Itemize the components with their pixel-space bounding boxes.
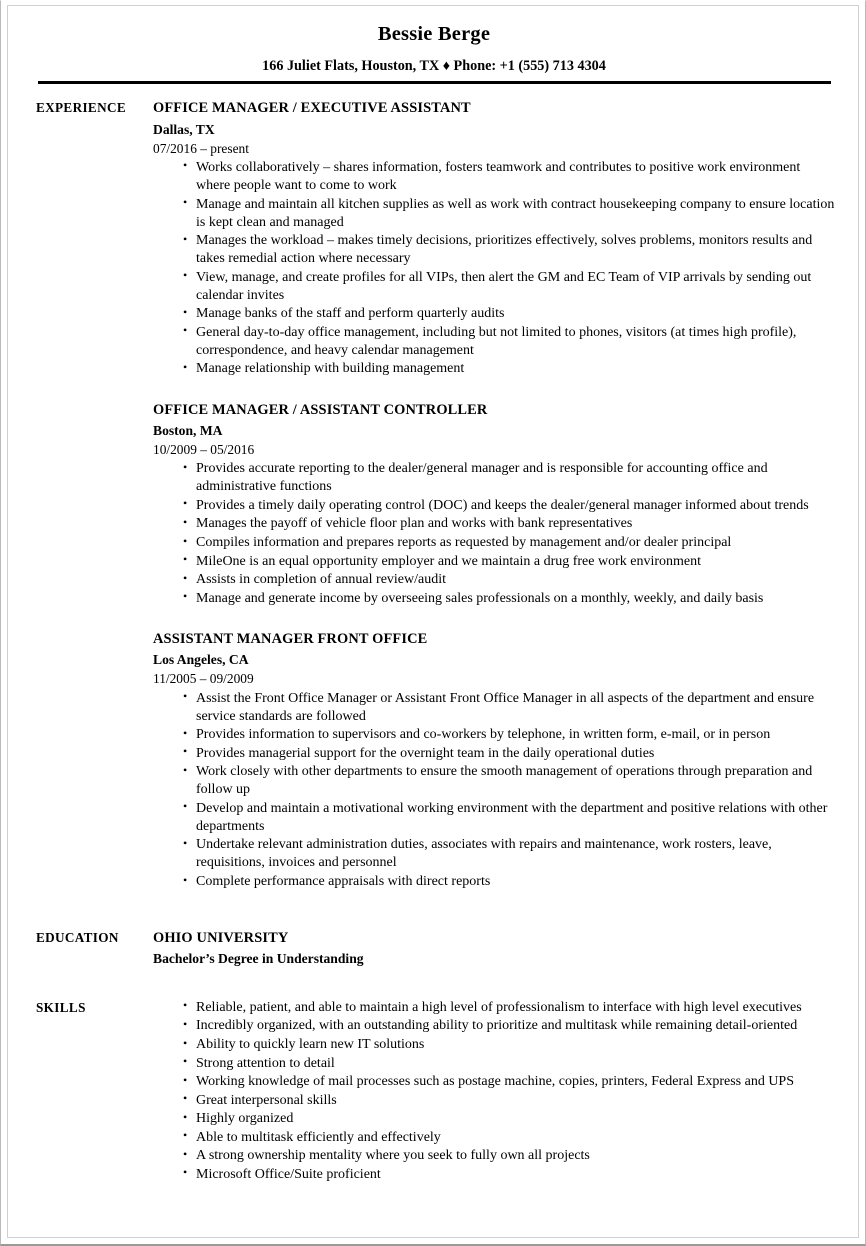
candidate-name: Bessie Berge bbox=[377, 23, 491, 45]
job-title: ASSISTANT MANAGER FRONT OFFICE bbox=[153, 630, 428, 647]
job-dates: 11/2005 – 09/2009 bbox=[153, 671, 254, 687]
experience-job bbox=[153, 630, 837, 891]
job-bullet: • Assists in completion of annual review/audit bbox=[183, 571, 837, 589]
education-school: OHIO UNIVERSITY bbox=[153, 929, 289, 946]
job-bullet: • Manage relationship with building management bbox=[183, 360, 837, 378]
skill-bullet: • A strong ownership mentality where you seek to fully own all projects bbox=[183, 1147, 837, 1165]
job-bullet: • Works collaboratively – shares information, fosters teamwork and contributes to positive work environment where people want to come to work bbox=[183, 159, 837, 195]
job-bullet: • Manages the payoff of vehicle floor plan and works with bank representatives bbox=[183, 515, 837, 533]
job-location: Dallas, TX bbox=[153, 121, 215, 137]
candidate-contact-line: 166 Juliet Flats, Houston, TX ♦ Phone: +1 (555) 713 4304 bbox=[262, 57, 606, 74]
job-dates: 07/2016 – present bbox=[153, 140, 249, 156]
skill-bullet: • Incredibly organized, with an outstanding ability to prioritize and multitask while remaining detail-oriented bbox=[183, 1017, 837, 1035]
skills-bullet-list bbox=[153, 999, 837, 1184]
job-dates: 10/2009 – 05/2016 bbox=[153, 441, 255, 457]
section-label-skills: SKILLS bbox=[36, 999, 86, 1015]
skill-bullet: • Microsoft Office/Suite proficient bbox=[183, 1166, 837, 1184]
job-bullet: • Undertake relevant administration duties, associates with repairs and maintenance, work rosters, leave, requisitions, invoices and personnel bbox=[183, 836, 837, 872]
job-bullet-list bbox=[153, 159, 837, 379]
job-location: Boston, MA bbox=[153, 423, 223, 439]
job-bullet: • Work closely with other departments to ensure the smooth management of operations through preparation and follow up bbox=[183, 763, 837, 799]
skill-bullet: • Working knowledge of mail processes such as postage machine, copies, printers, Federal Express and UPS bbox=[183, 1073, 837, 1091]
section-label-education: EDUCATION bbox=[36, 929, 119, 945]
education-degree: Bachelor’s Degree in Understanding bbox=[153, 951, 364, 967]
job-bullet: • Manages the workload – makes timely decisions, prioritizes effectively, solves problems, monitors results and takes remedial action where necessary bbox=[183, 232, 837, 268]
job-bullet: • Develop and maintain a motivational working environment with the department and positive relations with other departments bbox=[183, 800, 837, 836]
job-title: OFFICE MANAGER / EXECUTIVE ASSISTANT bbox=[153, 100, 471, 117]
experience-entries bbox=[153, 99, 837, 891]
job-bullet: • General day-to-day office management, including but not limited to phones, visitors (at times high profile), correspondence, and heavy calendar management bbox=[183, 324, 837, 360]
job-bullet: • Manage and maintain all kitchen supplies as well as work with contract housekeeping company to ensure location is kept clean and managed bbox=[183, 196, 837, 232]
job-bullet: • Assist the Front Office Manager or Assistant Front Office Manager in all aspects of the department and ensure service standards are followed bbox=[183, 690, 837, 726]
skill-bullet: • Highly organized bbox=[183, 1110, 837, 1128]
resume-content bbox=[1, 1, 866, 1246]
job-bullet: • Manage banks of the staff and perform quarterly audits bbox=[183, 305, 837, 323]
job-location: Los Angeles, CA bbox=[153, 652, 249, 668]
skill-bullet: • Able to multitask efficiently and effectively bbox=[183, 1129, 837, 1147]
section-skills bbox=[1, 999, 866, 1184]
resume-header bbox=[1, 1, 866, 84]
job-bullet: • Manage and generate income by overseeing sales professionals on a monthly, weekly, and daily basis bbox=[183, 590, 837, 608]
job-bullet: • Compiles information and prepares reports as requested by management and/or dealer principal bbox=[183, 534, 837, 552]
experience-job bbox=[153, 99, 837, 378]
education-entry bbox=[153, 929, 837, 968]
header-divider-rule bbox=[38, 81, 831, 84]
job-bullet: • Provides accurate reporting to the dealer/general manager and is responsible for accounting office and administrative functions bbox=[183, 460, 837, 496]
skill-bullet: • Ability to quickly learn new IT solutions bbox=[183, 1036, 837, 1054]
job-bullet: • Provides a timely daily operating control (DOC) and keeps the dealer/general manager informed about trends bbox=[183, 497, 837, 515]
experience-job bbox=[153, 401, 837, 608]
skill-bullet: • Strong attention to detail bbox=[183, 1055, 837, 1073]
section-experience bbox=[1, 99, 866, 891]
section-education bbox=[1, 929, 866, 968]
job-bullet: • View, manage, and create profiles for all VIPs, then alert the GM and EC Team of VIP arrivals by sending out calendar invites bbox=[183, 269, 837, 305]
job-title: OFFICE MANAGER / ASSISTANT CONTROLLER bbox=[153, 401, 488, 418]
job-bullet-list bbox=[153, 460, 837, 607]
skills-entries bbox=[153, 999, 837, 1184]
job-bullet: • Complete performance appraisals with direct reports bbox=[183, 873, 837, 891]
job-bullet: • MileOne is an equal opportunity employer and we maintain a drug free work environment bbox=[183, 553, 837, 571]
job-bullet: • Provides information to supervisors and co-workers by telephone, in written form, e-mail, or in person bbox=[183, 726, 837, 744]
section-label-experience: EXPERIENCE bbox=[36, 100, 126, 116]
job-bullet-list bbox=[153, 690, 837, 892]
skill-bullet: • Great interpersonal skills bbox=[183, 1092, 837, 1110]
skill-bullet: • Reliable, patient, and able to maintain a high level of professionalism to interface with high level executives bbox=[183, 999, 837, 1017]
job-bullet: • Provides managerial support for the overnight team in the daily operational duties bbox=[183, 745, 837, 763]
